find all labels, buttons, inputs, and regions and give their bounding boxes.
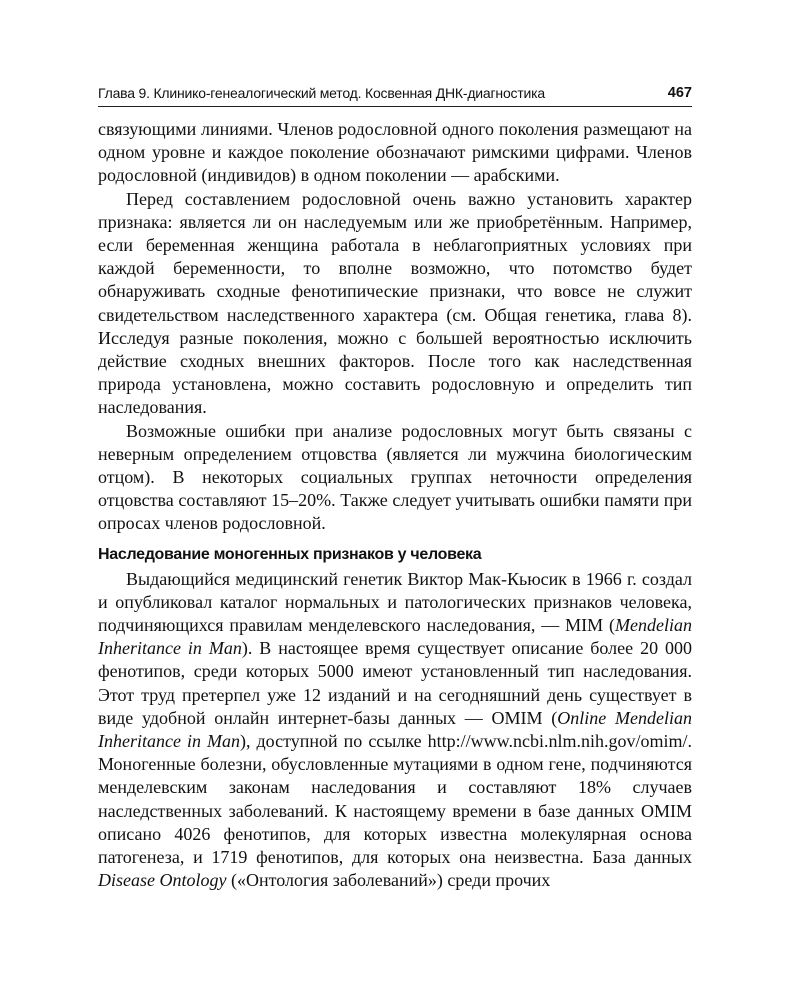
paragraph-text: («Онтология заболеваний») среди прочих (226, 870, 551, 891)
italic-term-omim: Online Mendelian Inheritance in Man (98, 707, 692, 752)
running-header (98, 80, 692, 107)
paragraph-continuation: связующими линиями. Членов родословной одного поколения размещают на одном уровне и каждое поколение обозначают римскими цифрами. Членов родословной (индивидов) в одном поколении — арабскими. (98, 119, 692, 186)
italic-term-mim: Mendelian Inheritance in Man (98, 615, 692, 659)
paragraph-text: ). В настоящее время существует описание более 20 000 фенотипов, среди которых 5000 имеют установленный тип наследования. Этот труд претерпел уже 12 изданий и на сегодняшний день существует в виде удобной онлайн интернет-базы данных — OMIM ( (98, 638, 693, 728)
section-heading: Наследование моногенных признаков у человека (98, 545, 482, 563)
paragraph-text: ), доступной по ссылке http://​www.ncbi.nlm.nih.gov/omim/. Моногенные болезни, обусловленные мутациями в одном гене, подчиняются менделевским законам наследования и составляют 18% случаев наследственных заболеваний. К настоящему времени в базе данных OMIM описано 4026 фенотипов, для которых известна молекулярная основа патогенеза, и 1719 фенотипов, для которых она неизвестна. База данных (98, 731, 693, 868)
paragraph-trait-character: Перед составлением родословной очень важно установить характер признака: является ли он наследуемым или же приобретённым. Например, если беременная женщина работала в неблагоприятных условиях при каждой беременности, то вполне возможно, что потомство будет обнаруживать сходные фенотипические признаки, что вовсе не служит свидетельством наследственного характера (см. Общая генетика, глава 8). Исследуя разные поколения, можно с большей вероятностью исключить действие сходных внешних факторов. После того как наследственная природа установлена, можно составить родословную и определить тип наследования. (98, 188, 692, 418)
paragraph-mim-catalog (98, 568, 692, 893)
body-text (98, 118, 692, 893)
paragraph-text: Выдающийся медицинский генетик Виктор Мак-Кьюсик в 1966 г. создал и опубликовал каталог нормальных и патологических признаков человека, подчиняющихся правилам менделевского наследования, — MIM ( (98, 568, 692, 636)
page-number: 467 (667, 85, 692, 101)
italic-term-disease-ontology: Disease Ontology (98, 870, 227, 891)
running-title: Глава 9. Клинико-генеалогический метод. Косвенная ДНК-диагностика (98, 85, 545, 101)
paragraph-pedigree-errors: Возможные ошибки при анализе родословных могут быть связаны с неверным определением отцовства (является ли мужчина биологическим отцом). В некоторых социальных группах неточности определения отцовства составляют 15–20%. Также следует учитывать ошибки памяти при опросах членов родословной. (98, 420, 692, 534)
